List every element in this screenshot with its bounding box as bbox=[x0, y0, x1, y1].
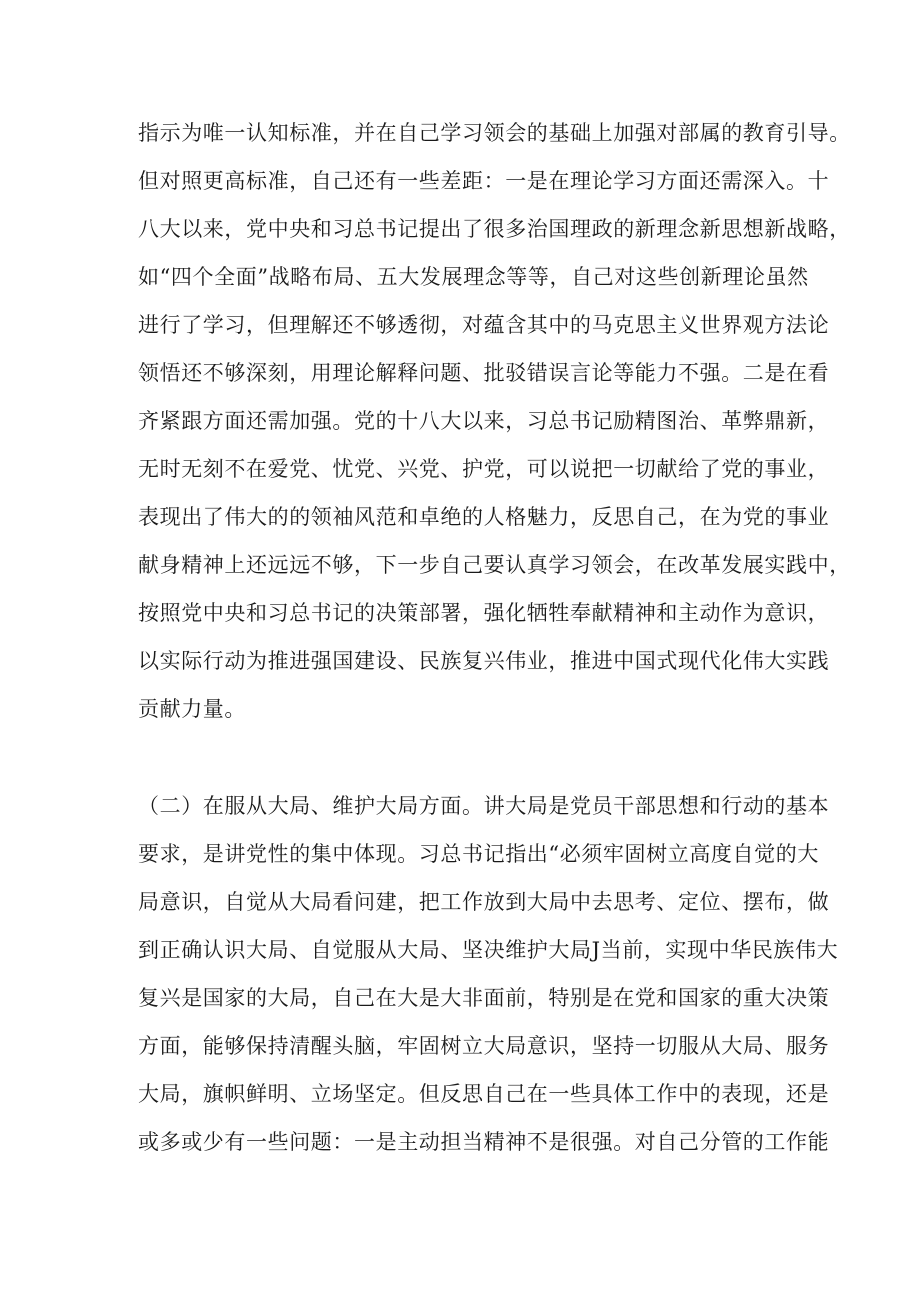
text-line: 复兴是国家的大局，自己在大是大非面前，特别是在党和国家的重大决策 bbox=[138, 986, 830, 1010]
text-line: 按照党中央和习总书记的决策部署，强化牺牲奉献精神和主动作为意识， bbox=[138, 601, 830, 625]
text-line: 以实际行动为推进强国建设、民族复兴伟业，推进中国式现代化伟大实践 bbox=[138, 649, 830, 673]
text-line: 到正确认识大局、自觉服从大局、坚决维护大局J当前，实现中华民族伟大 bbox=[138, 938, 839, 962]
paragraph-overall-situation bbox=[138, 782, 839, 1166]
text-line: 指示为唯一认知标准，并在自己学习领会的基础上加强对部属的教育引导。 bbox=[138, 121, 851, 145]
text-line: 方面，能够保持清醒头脑，牢固树立大局意识，坚持一切服从大局、服务 bbox=[138, 1034, 830, 1058]
text-line: 表现出了伟大的的领袖风范和卓绝的人格魅力，反思自己，在为党的事业 bbox=[138, 505, 830, 529]
text-line: 要求，是讲党性的集中体现。习总书记指出“必须牢固树立高度自觉的大 bbox=[138, 842, 819, 866]
section-heading-line: （二）在服从大局、维护大局方面。讲大局是党员干部思想和行动的基本 bbox=[138, 794, 830, 818]
text-line: 大局，旗帜鲜明、立场坚定。但反思自己在一些具体工作中的表现，还是 bbox=[138, 1082, 830, 1106]
text-line: 无时无刻不在爱党、忧党、兴党、护党，可以说把一切献给了党的事业， bbox=[138, 457, 830, 481]
text-line: 献身精神上还远远不够，下一步自己要认真学习领会，在改革发展实践中， bbox=[138, 553, 851, 577]
text-line: 但对照更高标准，自己还有一些差距：一是在理论学习方面还需深入。十 bbox=[138, 169, 830, 193]
text-line: 进行了学习，但理解还不够透彻，对蕴含其中的马克思主义世界观方法论 bbox=[138, 313, 830, 337]
text-line: 如“四个全面”战略布局、五大发展理念等等，自己对这些创新理论虽然 bbox=[138, 265, 809, 289]
text-line: 或多或少有一些问题：一是主动担当精神不是很强。对自己分管的工作能 bbox=[138, 1130, 830, 1154]
text-line: 领悟还不够深刻，用理论解释问题、批驳错误言论等能力不强。二是在看 bbox=[138, 361, 830, 385]
text-line: 齐紧跟方面还需加强。党的十八大以来，习总书记励精图治、革弊鼎新， bbox=[138, 409, 830, 433]
text-line: 贡献力量。 bbox=[138, 697, 246, 721]
paragraph-theory-study bbox=[138, 109, 851, 733]
text-line: 八大以来，党中央和习总书记提出了很多治国理政的新理念新思想新战略， bbox=[138, 217, 851, 241]
text-line: 局意识，自觉从大局看问建，把工作放到大局中去思考、定位、摆布，做 bbox=[138, 890, 830, 914]
